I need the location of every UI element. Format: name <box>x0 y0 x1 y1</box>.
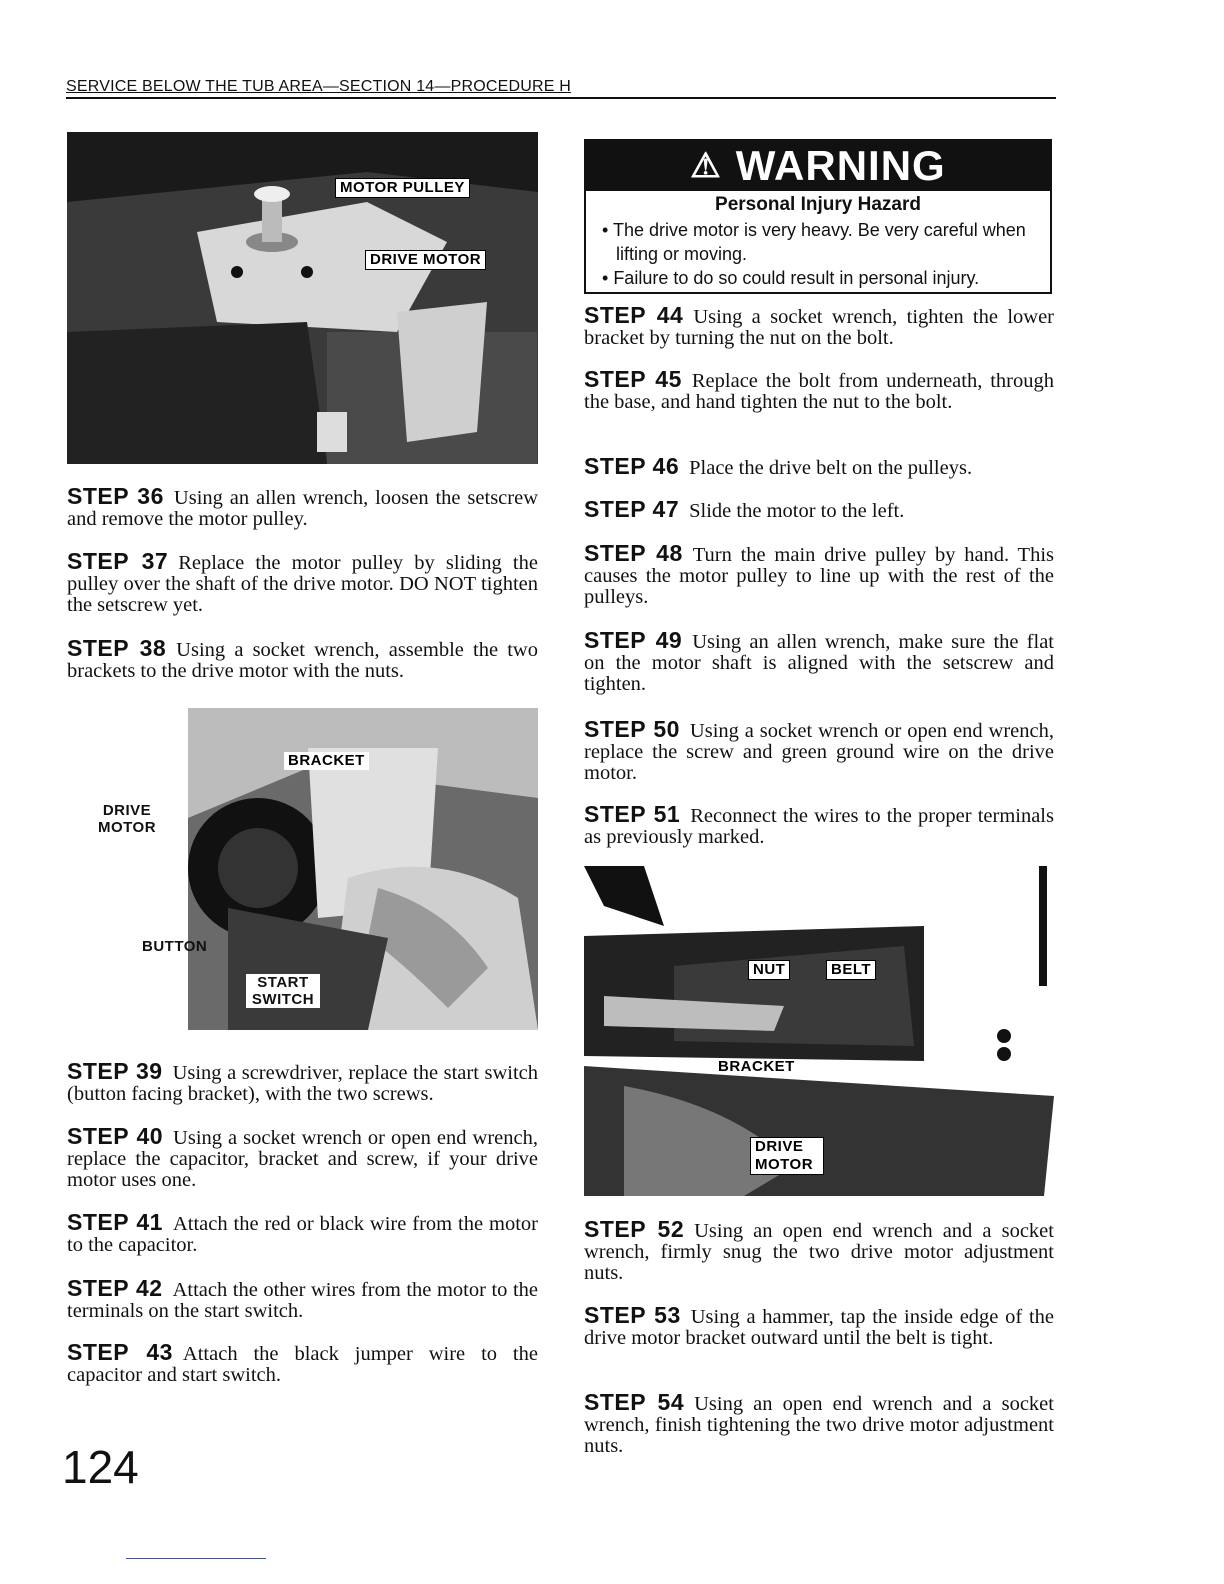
step-40: STEP 40 Using a socket wrench or open end wrench, replace the capacitor, bracket and screw, if your drive motor uses one. <box>67 1123 538 1191</box>
label-start-switch: START SWITCH <box>246 974 320 1008</box>
label-drive-motor: DRIVE MOTOR <box>97 802 157 836</box>
callout-drive-motor: DRIVE MOTOR <box>365 250 486 270</box>
callout-nut: NUT <box>748 960 790 980</box>
warning-subtitle: Personal Injury Hazard <box>715 194 921 215</box>
photo-belt-bracket <box>584 866 1054 1196</box>
warning-box <box>584 139 1052 294</box>
step-44: STEP 44 Using a socket wrench, tighten the lower bracket by turning the nut on the bolt. <box>584 302 1054 349</box>
page-number: 124 <box>62 1441 139 1493</box>
step-52: STEP 52 Using an open end wrench and a socket wrench, firmly snug the two drive motor adjustment nuts. <box>584 1216 1054 1284</box>
step-37: STEP 37 Replace the motor pulley by sliding the pulley over the shaft of the drive motor. DO NOT tighten the setscrew yet. <box>67 548 538 616</box>
warning-bullet: • Failure to do so could result in personal injury. <box>598 266 1042 290</box>
step-36: STEP 36 Using an allen wrench, loosen the setscrew and remove the motor pulley. <box>67 483 539 530</box>
step-43: STEP 43 Attach the black jumper wire to the capacitor and start switch. <box>67 1339 538 1386</box>
callout-motor-pulley: MOTOR PULLEY <box>335 178 470 198</box>
callout-bracket: BRACKET <box>284 752 369 770</box>
warning-title-bar <box>586 141 1050 191</box>
photo-start-switch <box>188 708 538 1030</box>
step-45: STEP 45 Replace the bolt from underneath, through the base, and hand tighten the nut to the bolt. <box>584 366 1054 413</box>
step-48: STEP 48 Turn the main drive pulley by hand. This causes the motor pulley to line up with the rest of the pulleys. <box>584 540 1054 608</box>
step-54: STEP 54 Using an open end wrench and a socket wrench, finish tightening the two drive motor adjustment nuts. <box>584 1389 1054 1457</box>
step-41: STEP 41 Attach the red or black wire from the motor to the capacitor. <box>67 1209 538 1256</box>
callout-belt: BELT <box>826 960 876 980</box>
step-46: STEP 46 Place the drive belt on the pulleys. <box>584 453 973 479</box>
warning-bullet: • The drive motor is very heavy. Be very careful when lifting or moving. <box>598 218 1042 266</box>
label-button: BUTTON <box>142 938 208 955</box>
header-title: SERVICE BELOW THE TUB AREA—SECTION 14—PROCEDURE H <box>66 78 572 95</box>
photo-motor-pulley <box>67 132 538 464</box>
step-53: STEP 53 Using a hammer, tap the inside edge of the drive motor bracket outward until the belt is tight. <box>584 1302 1054 1349</box>
warning-triangle-icon: ⚠ <box>690 147 722 185</box>
callout-drive-motor-lower: DRIVE MOTOR <box>750 1137 824 1175</box>
footer-rule <box>126 1558 266 1559</box>
step-50: STEP 50 Using a socket wrench or open end wrench, replace the screw and green ground wire on the drive motor. <box>584 716 1054 784</box>
warning-title: WARNING <box>735 142 946 189</box>
step-47: STEP 47 Slide the motor to the left. <box>584 496 905 522</box>
warning-bullets <box>586 218 1050 290</box>
step-42: STEP 42 Attach the other wires from the motor to the terminals on the start switch. <box>67 1275 538 1322</box>
step-51: STEP 51 Reconnect the wires to the proper terminals as previously marked. <box>584 801 1054 848</box>
step-49: STEP 49 Using an allen wrench, make sure the flat on the motor shaft is aligned with the setscrew and tighten. <box>584 627 1054 695</box>
callout-bracket-lower: BRACKET <box>718 1058 795 1075</box>
page-header <box>66 78 1056 99</box>
step-38: STEP 38 Using a socket wrench, assemble the two brackets to the drive motor with the nuts. <box>67 635 538 682</box>
step-39: STEP 39 Using a screwdriver, replace the start switch (button facing bracket), with the two screws. <box>67 1058 538 1105</box>
